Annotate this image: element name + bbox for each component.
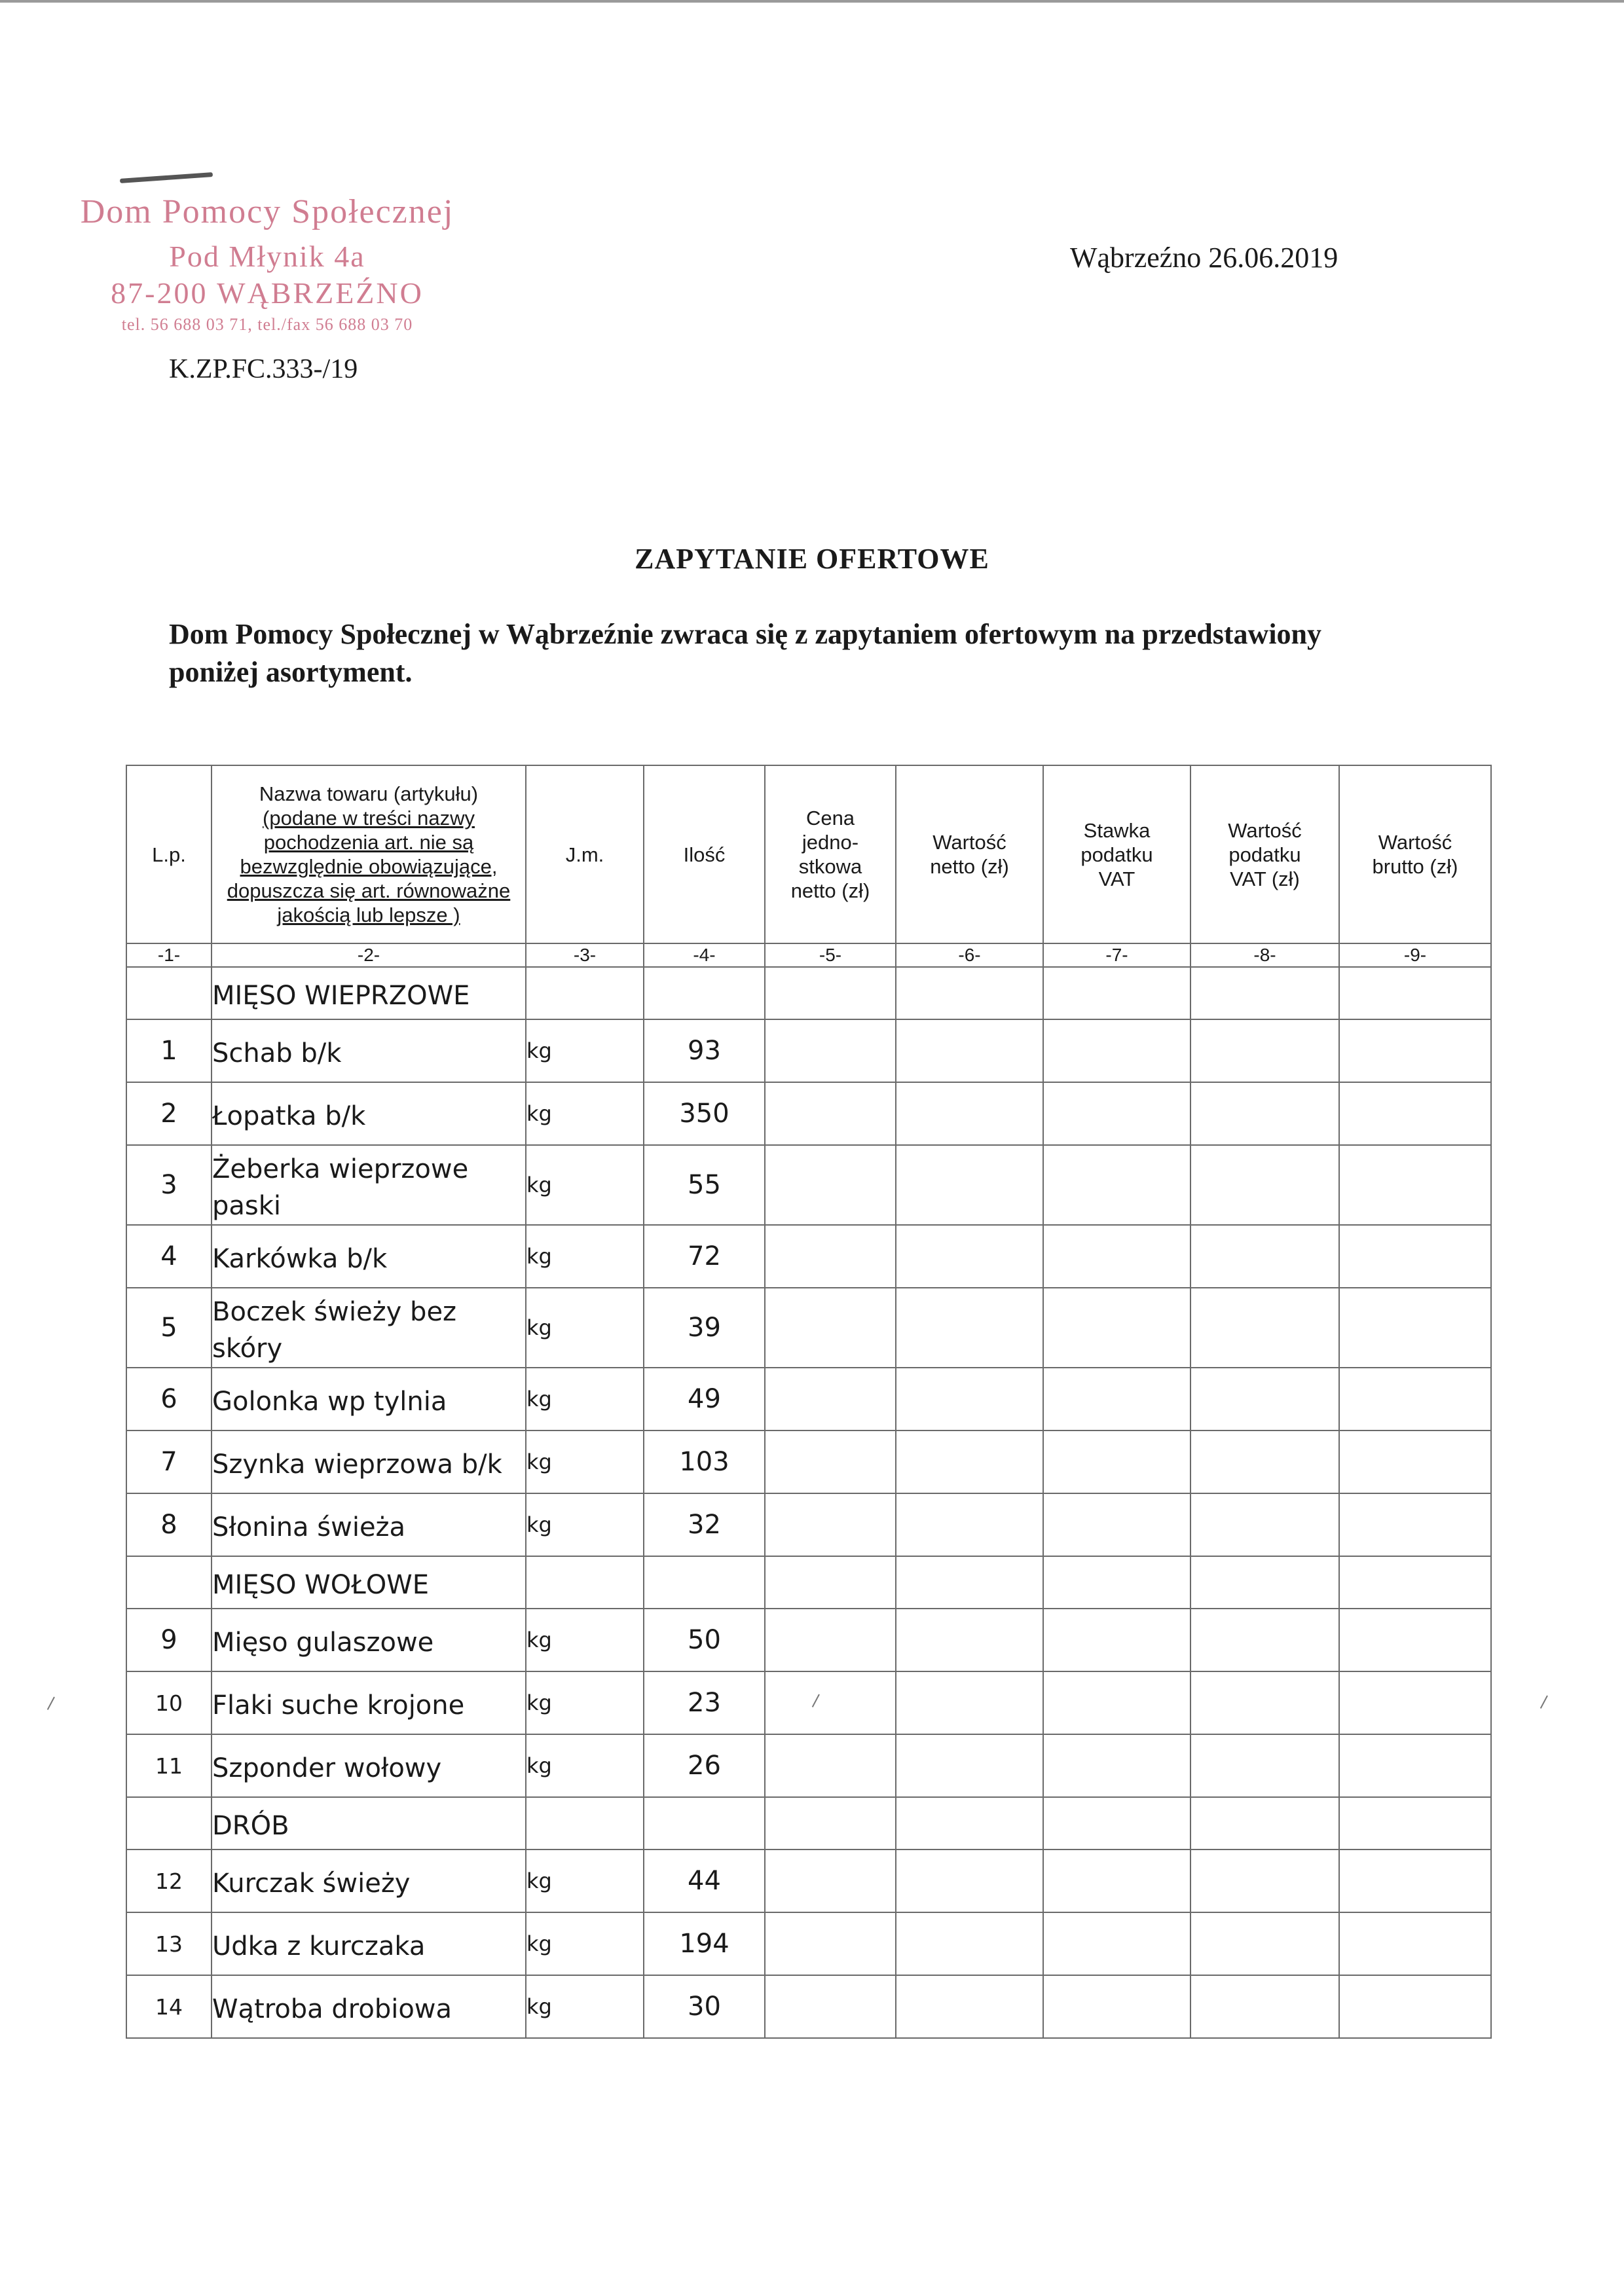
empty-cell [896, 967, 1043, 1019]
vat-value-cell [1190, 1850, 1339, 1912]
column-number: -2- [212, 943, 526, 967]
net-value-cell [896, 1912, 1043, 1975]
table-row [126, 1671, 1491, 1734]
empty-cell [1339, 1797, 1491, 1850]
section-row [126, 1797, 1491, 1850]
item-lp: 9 [126, 1609, 212, 1671]
header-net-value: Wartość netto (zł) [896, 765, 1043, 943]
unit-price-cell [765, 1288, 896, 1368]
empty-cell [644, 967, 765, 1019]
column-number: -4- [644, 943, 765, 967]
item-lp: 13 [126, 1912, 212, 1975]
empty-cell [526, 1797, 644, 1850]
header-unit: J.m. [526, 765, 644, 943]
vat-rate-cell [1043, 1145, 1190, 1225]
vat-value-cell [1190, 1430, 1339, 1493]
unit-price-cell [765, 1082, 896, 1145]
column-number: -3- [526, 943, 644, 967]
empty-cell [1339, 1556, 1491, 1609]
stamp-line-1: Dom Pomocy Społecznej [80, 193, 454, 230]
empty-cell [526, 1556, 644, 1609]
vat-value-cell [1190, 1019, 1339, 1082]
empty-cell [1190, 967, 1339, 1019]
item-name: Golonka wp tylnia [212, 1368, 526, 1430]
item-lp: 2 [126, 1082, 212, 1145]
item-qty: 194 [644, 1912, 765, 1975]
empty-cell [1043, 967, 1190, 1019]
gross-value-cell [1339, 1430, 1491, 1493]
item-lp: 3 [126, 1145, 212, 1225]
table-row [126, 1912, 1491, 1975]
header-name-title: Nazwa towaru (artykułu) [259, 782, 479, 805]
table-row [126, 1225, 1491, 1288]
unit-price-cell [765, 1368, 896, 1430]
vat-value-cell [1190, 1082, 1339, 1145]
header-lp: L.p. [126, 765, 212, 943]
section-row [126, 967, 1491, 1019]
item-name: Kurczak świeży [212, 1850, 526, 1912]
item-name: Karkówka b/k [212, 1225, 526, 1288]
stamp-line-2: Pod Młynik 4a [169, 240, 365, 273]
net-value-cell [896, 1225, 1043, 1288]
gross-value-cell [1339, 1912, 1491, 1975]
section-lp-cell [126, 967, 212, 1019]
item-unit: kg [526, 1288, 644, 1368]
net-value-cell [896, 1671, 1043, 1734]
item-qty: 55 [644, 1145, 765, 1225]
item-lp: 14 [126, 1975, 212, 2038]
item-qty: 26 [644, 1734, 765, 1797]
gross-value-cell [1339, 1609, 1491, 1671]
table-row [126, 1430, 1491, 1493]
item-qty: 103 [644, 1430, 765, 1493]
table-row [126, 1850, 1491, 1912]
vat-rate-cell [1043, 1850, 1190, 1912]
document-date: Wąbrzeźno 26.06.2019 [1070, 242, 1338, 274]
vat-rate-cell [1043, 1493, 1190, 1556]
net-value-cell [896, 1734, 1043, 1797]
section-lp-cell [126, 1556, 212, 1609]
table-row [126, 1975, 1491, 2038]
item-lp: 1 [126, 1019, 212, 1082]
item-qty: 72 [644, 1225, 765, 1288]
section-row [126, 1556, 1491, 1609]
vat-value-cell [1190, 1912, 1339, 1975]
gross-value-cell [1339, 1288, 1491, 1368]
item-lp: 6 [126, 1368, 212, 1430]
empty-cell [1190, 1797, 1339, 1850]
gross-value-cell [1339, 1850, 1491, 1912]
item-lp: 7 [126, 1430, 212, 1493]
unit-price-cell [765, 1145, 896, 1225]
vat-rate-cell [1043, 1225, 1190, 1288]
section-lp-cell [126, 1797, 212, 1850]
scan-mark [47, 1697, 63, 1715]
section-title: MIĘSO WOŁOWE [212, 1556, 526, 1609]
header-gross-value: Wartość brutto (zł) [1339, 765, 1491, 943]
net-value-cell [896, 1368, 1043, 1430]
item-unit: kg [526, 1912, 644, 1975]
vat-value-cell [1190, 1145, 1339, 1225]
header-vat-rate: Stawka podatku VAT [1043, 765, 1190, 943]
scan-mark [1540, 1696, 1556, 1713]
net-value-cell [896, 1082, 1043, 1145]
unit-price-cell [765, 1493, 896, 1556]
table-row [126, 1288, 1491, 1368]
empty-cell [526, 967, 644, 1019]
unit-price-cell [765, 1225, 896, 1288]
institution-stamp [77, 189, 457, 338]
table-row [126, 1145, 1491, 1225]
vat-rate-cell [1043, 1082, 1190, 1145]
item-unit: kg [526, 1082, 644, 1145]
item-name: Wątroba drobiowa [212, 1975, 526, 2038]
table-row [126, 1082, 1491, 1145]
empty-cell [1043, 1797, 1190, 1850]
column-number: -8- [1190, 943, 1339, 967]
unit-price-cell [765, 1430, 896, 1493]
vat-value-cell [1190, 1734, 1339, 1797]
gross-value-cell [1339, 1082, 1491, 1145]
net-value-cell [896, 1493, 1043, 1556]
item-name: Słonina świeża [212, 1493, 526, 1556]
item-lp: 4 [126, 1225, 212, 1288]
table-row [126, 1493, 1491, 1556]
vat-value-cell [1190, 1493, 1339, 1556]
item-qty: 50 [644, 1609, 765, 1671]
net-value-cell [896, 1145, 1043, 1225]
column-number: -1- [126, 943, 212, 967]
item-qty: 49 [644, 1368, 765, 1430]
vat-rate-cell [1043, 1975, 1190, 2038]
net-value-cell [896, 1609, 1043, 1671]
item-name: Łopatka b/k [212, 1082, 526, 1145]
item-unit: kg [526, 1734, 644, 1797]
column-number-row [126, 943, 1491, 967]
vat-rate-cell [1043, 1912, 1190, 1975]
unit-price-cell [765, 1975, 896, 2038]
vat-value-cell [1190, 1225, 1339, 1288]
intro-paragraph: Dom Pomocy Społecznej w Wąbrzeźnie zwraca się z zapytaniem ofertowym na przedstawiony poniżej asortyment. [169, 618, 1322, 688]
empty-cell [644, 1556, 765, 1609]
net-value-cell [896, 1850, 1043, 1912]
column-number: -7- [1043, 943, 1190, 967]
net-value-cell [896, 1430, 1043, 1493]
vat-rate-cell [1043, 1671, 1190, 1734]
item-unit: kg [526, 1019, 644, 1082]
vat-value-cell [1190, 1368, 1339, 1430]
item-qty: 30 [644, 1975, 765, 2038]
vat-rate-cell [1043, 1288, 1190, 1368]
item-qty: 44 [644, 1850, 765, 1912]
item-name: Szynka wieprzowa b/k [212, 1430, 526, 1493]
stamp-line-4: tel. 56 688 03 71, tel./fax 56 688 03 70 [121, 315, 413, 334]
column-number: -9- [1339, 943, 1491, 967]
unit-price-cell [765, 1019, 896, 1082]
empty-cell [1339, 967, 1491, 1019]
item-qty: 32 [644, 1493, 765, 1556]
item-name: Schab b/k [212, 1019, 526, 1082]
item-unit: kg [526, 1368, 644, 1430]
item-qty: 23 [644, 1671, 765, 1734]
item-name: Żeberka wieprzowe paski [212, 1145, 526, 1225]
empty-cell [644, 1797, 765, 1850]
gross-value-cell [1339, 1734, 1491, 1797]
table-header-row [126, 765, 1491, 943]
item-name: Mięso gulaszowe [212, 1609, 526, 1671]
gross-value-cell [1339, 1975, 1491, 2038]
header-qty: Ilość [644, 765, 765, 943]
item-unit: kg [526, 1975, 644, 2038]
gross-value-cell [1339, 1493, 1491, 1556]
scan-top-edge [0, 0, 1624, 3]
net-value-cell [896, 1288, 1043, 1368]
item-qty: 39 [644, 1288, 765, 1368]
item-name: Udka z kurczaka [212, 1912, 526, 1975]
empty-cell [765, 1556, 896, 1609]
empty-cell [765, 967, 896, 1019]
column-number: -5- [765, 943, 896, 967]
header-vat-value: Wartość podatku VAT (zł) [1190, 765, 1339, 943]
item-lp: 8 [126, 1493, 212, 1556]
table-row [126, 1734, 1491, 1797]
empty-cell [765, 1797, 896, 1850]
unit-price-cell [765, 1850, 896, 1912]
item-qty: 350 [644, 1082, 765, 1145]
gross-value-cell [1339, 1019, 1491, 1082]
item-unit: kg [526, 1850, 644, 1912]
gross-value-cell [1339, 1145, 1491, 1225]
item-lp: 12 [126, 1850, 212, 1912]
offer-table [126, 765, 1492, 2039]
item-unit: kg [526, 1225, 644, 1288]
table-row [126, 1019, 1491, 1082]
unit-price-cell [765, 1671, 896, 1734]
stamp-line-3: 87-200 WĄBRZEŹNO [111, 276, 424, 310]
empty-cell [1190, 1556, 1339, 1609]
section-title: MIĘSO WIEPRZOWE [212, 967, 526, 1019]
vat-rate-cell [1043, 1430, 1190, 1493]
item-name: Flaki suche krojone [212, 1671, 526, 1734]
unit-price-cell [765, 1609, 896, 1671]
header-name [212, 765, 526, 943]
vat-rate-cell [1043, 1734, 1190, 1797]
section-title: DRÓB [212, 1797, 526, 1850]
item-unit: kg [526, 1430, 644, 1493]
item-unit: kg [526, 1493, 644, 1556]
net-value-cell [896, 1975, 1043, 2038]
vat-rate-cell [1043, 1368, 1190, 1430]
item-lp: 5 [126, 1288, 212, 1368]
gross-value-cell [1339, 1671, 1491, 1734]
gross-value-cell [1339, 1225, 1491, 1288]
vat-value-cell [1190, 1288, 1339, 1368]
document-title: ZAPYTANIE OFERTOWE [635, 543, 989, 575]
stamp-signature-stroke [120, 172, 213, 183]
item-name: Boczek świeży bez skóry [212, 1288, 526, 1368]
column-number: -6- [896, 943, 1043, 967]
item-unit: kg [526, 1145, 644, 1225]
item-lp: 10 [126, 1671, 212, 1734]
item-unit: kg [526, 1609, 644, 1671]
net-value-cell [896, 1019, 1043, 1082]
unit-price-cell [765, 1734, 896, 1797]
vat-value-cell [1190, 1975, 1339, 2038]
item-lp: 11 [126, 1734, 212, 1797]
header-unit-price: Cena jedno-stkowa netto (zł) [765, 765, 896, 943]
vat-rate-cell [1043, 1609, 1190, 1671]
empty-cell [896, 1797, 1043, 1850]
reference-number: K.ZP.FC.333-/19 [169, 354, 358, 384]
unit-price-cell [765, 1912, 896, 1975]
header-name-note: (podane w treści nazwy pochodzenia art. nie są bezwzględnie obowiązujące, dopuszcza się art. równoważne jakością lub lepsze ) [227, 807, 511, 926]
table-row [126, 1368, 1491, 1430]
empty-cell [1043, 1556, 1190, 1609]
empty-cell [896, 1556, 1043, 1609]
item-name: Szponder wołowy [212, 1734, 526, 1797]
vat-value-cell [1190, 1609, 1339, 1671]
vat-value-cell [1190, 1671, 1339, 1734]
table-row [126, 1609, 1491, 1671]
item-qty: 93 [644, 1019, 765, 1082]
vat-rate-cell [1043, 1019, 1190, 1082]
gross-value-cell [1339, 1368, 1491, 1430]
item-unit: kg [526, 1671, 644, 1734]
